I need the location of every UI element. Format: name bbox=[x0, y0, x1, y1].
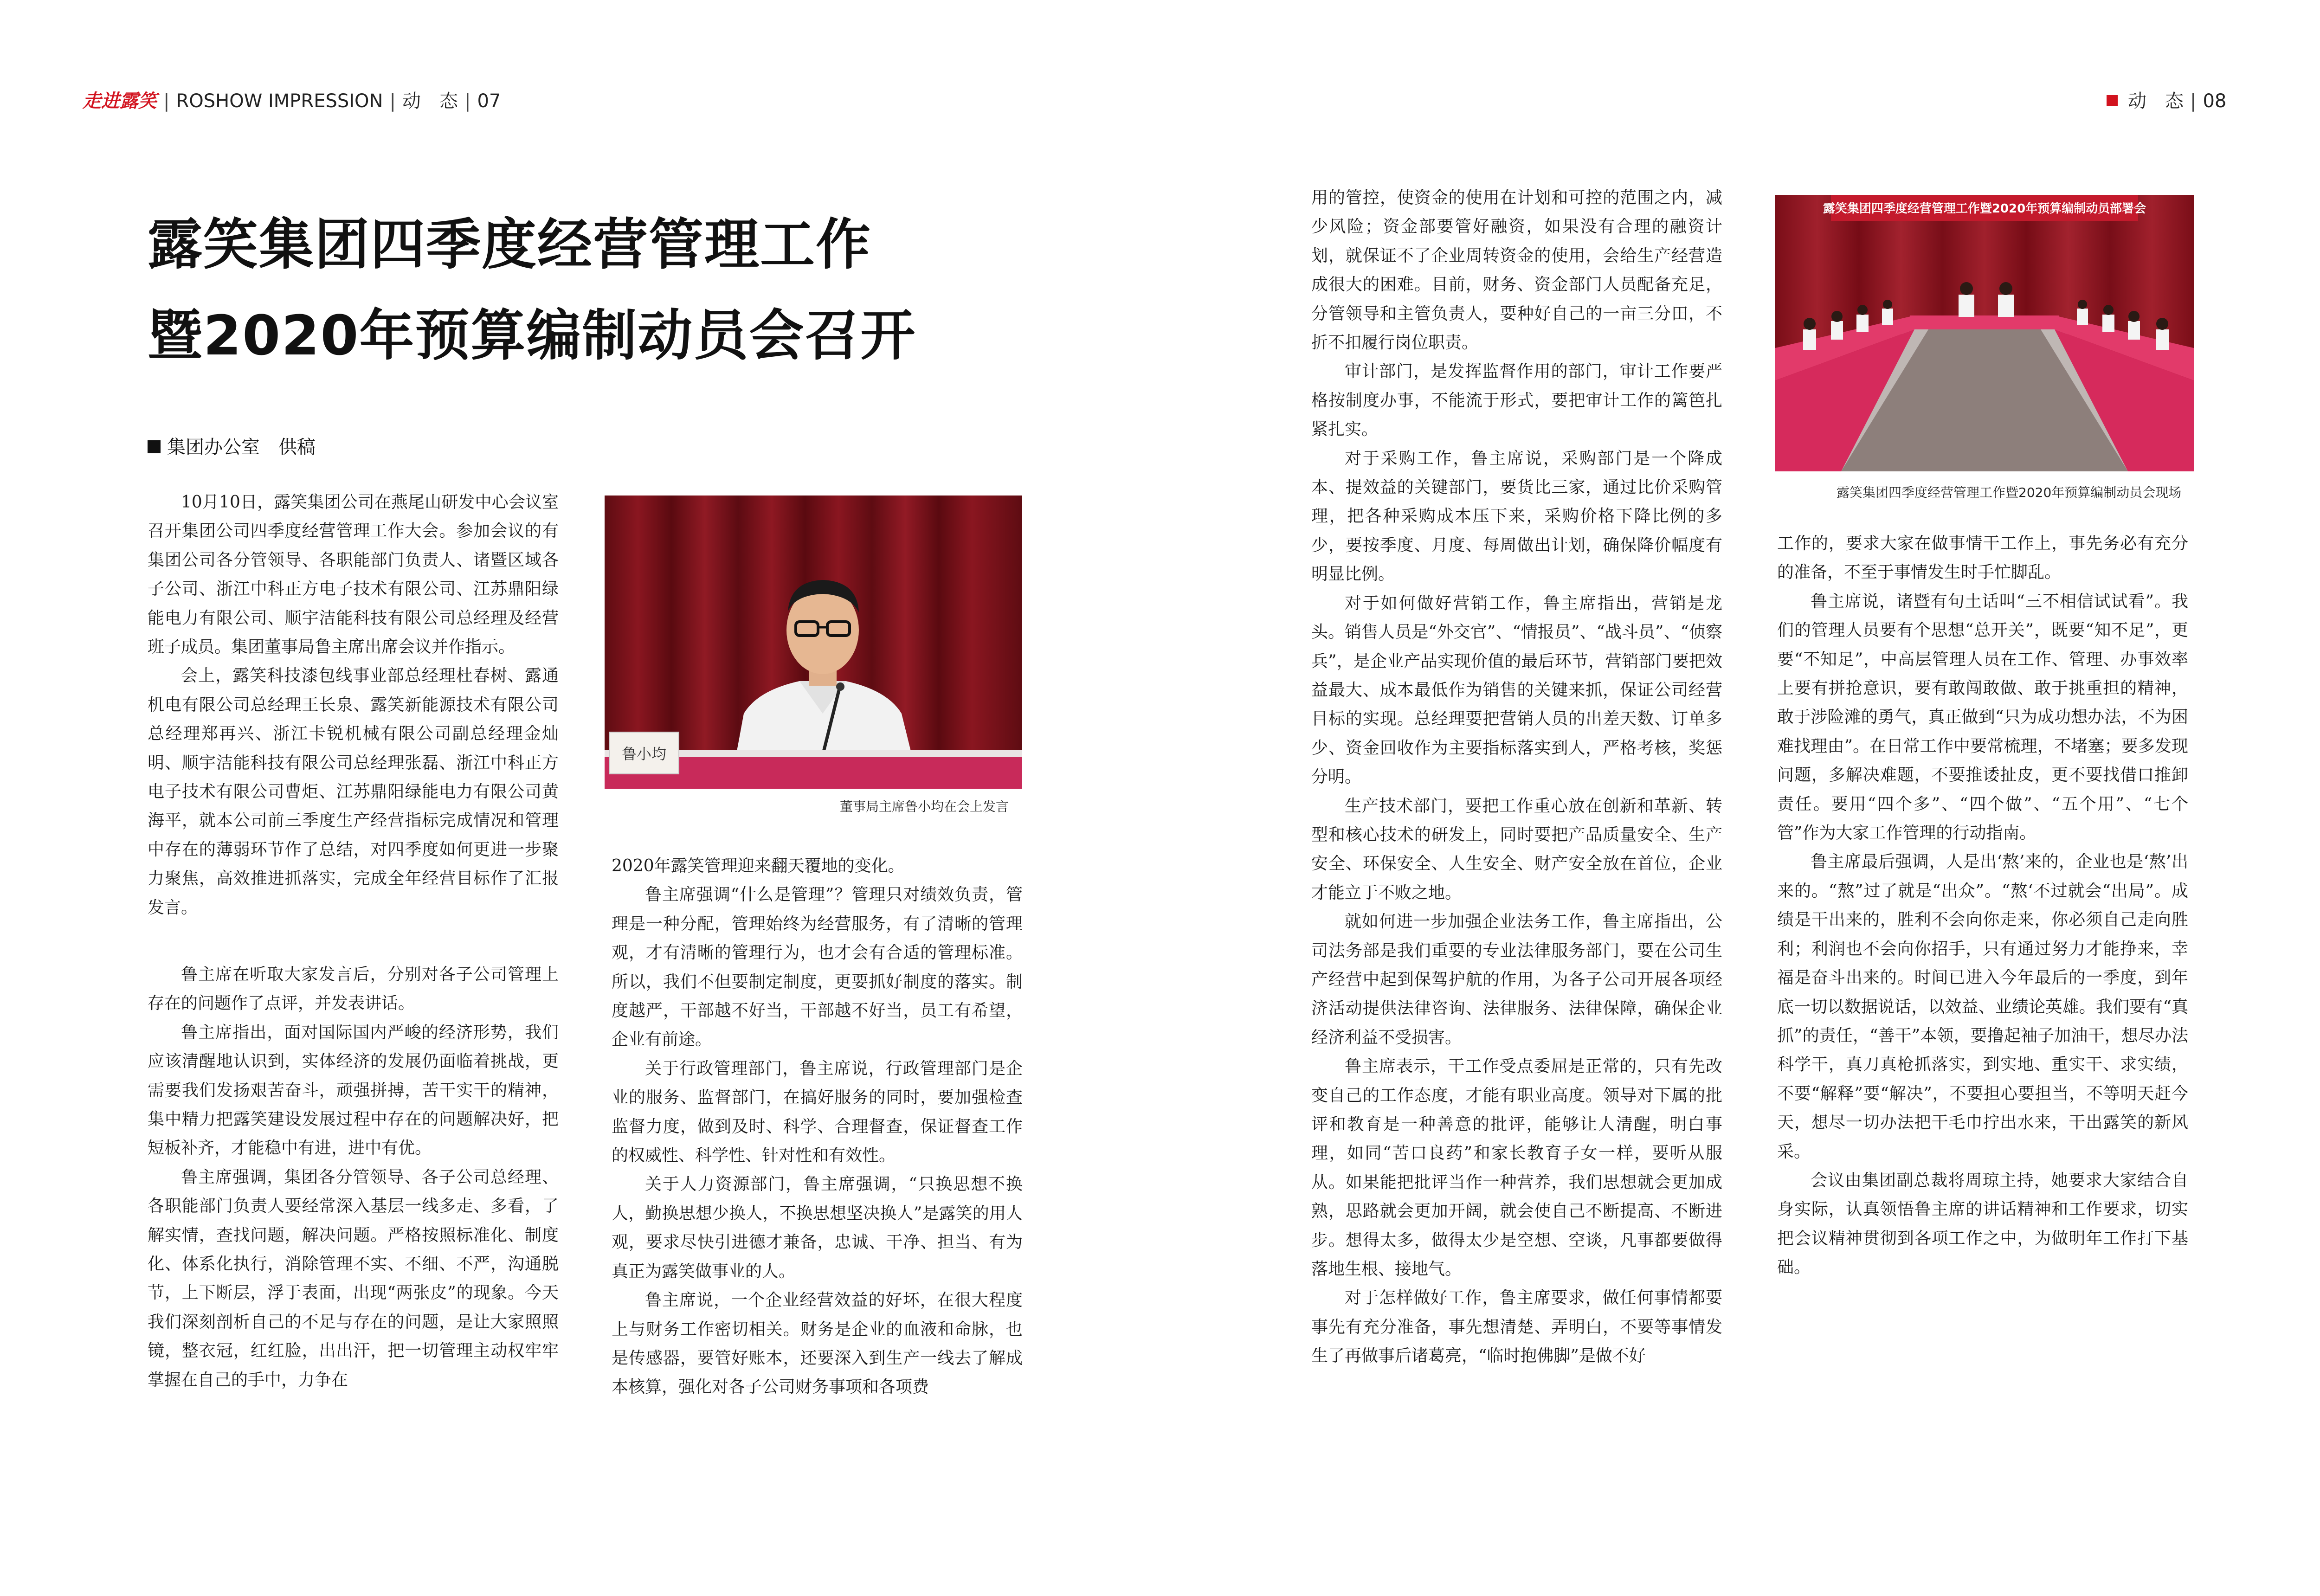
paragraph: 关于行政管理部门，鲁主席说，行政管理部门是企业的服务、监督部门，在搞好服务的同时，要加强检查监督力度，做到及时、科学、合理督查，保证督查工作的权威性、科学性、针对性和有效性。 bbox=[612, 1059, 1023, 1165]
paragraph: 鲁主席强调，集团各分管领导、各子公司总经理、各职能部门负责人要经常深入基层一线多走、多看，了解实情，查找问题，解决问题。严格按照标准化、制度化、体系化执行，消除管理不实、不细、不严，沟通脱节，上下断层，浮于表面，出现“两张皮”的现象。今天我们深刻剖析自己的不足与存在的问题，是让大家照照镜，整衣冠，红红脸，出出汗，把一切管理主动权牢牢掌握在自己的手中，力争在 bbox=[148, 1167, 559, 1390]
meeting-banner-text: 露笑集团四季度经营管理工作暨2020年预算编制动员部署会 bbox=[1823, 202, 2146, 216]
column-4 bbox=[1777, 529, 2188, 1282]
black-square-icon bbox=[148, 440, 161, 453]
photo-speaker bbox=[605, 496, 1022, 789]
paragraph: 对于采购工作，鲁主席说，采购部门是一个降成本、提效益的关键部门，要货比三家，通过比价采购管理，把各种采购成本压下来，采购价格下降比例的多少，要按季度、月度、每周做出计划，确保降价幅度有明显比例。 bbox=[1311, 449, 1722, 584]
paragraph: 10月10日，露笑集团公司在燕尾山研发中心会议室召开集团公司四季度经营管理工作大会。参加会议的有集团公司各分管领导、各职能部门负责人、诸暨区域各子公司、浙江中科正方电子技术有限公司、江苏鼎阳绿能电力有限公司、顺宇洁能科技有限公司总经理及经营班子成员。集团董事局鲁主席出席会议并作指示。 bbox=[148, 493, 559, 657]
red-square-icon bbox=[2107, 95, 2118, 106]
article-title-line-1: 露笑集团四季度经营管理工作 bbox=[148, 212, 872, 277]
column-2 bbox=[612, 852, 1023, 1402]
paragraph: 鲁主席最后强调，人是出‘熬’来的，企业也是‘熬’出来的。“熬”过了就是“出众”。“熬‘不过就会“出局”。成绩是干出来的，胜利不会向你走来，你必须自己走向胜利；利润也不会向你招手，只有通过努力才能挣来，幸福是奋斗出来的。时间已进入今年最后的一季度，到年底一切以数据说话，以效益、业绩论英雄。我们要有“真抓”的责任，“善干”本领，要撸起袖子加油干，想尽办法科学干，真刀真枪抓落实，到实地、重实干、求实绩，不要“解释”要“解决”，不要担心要担当，不等明天赶今天，想尽一切办法把干毛巾拧出水来，干出露笑的新风采。 bbox=[1777, 852, 2188, 1161]
paragraph: 2020年露笑管理迎来翻天覆地的变化。 bbox=[612, 856, 905, 875]
magazine-brand: 走进露笑 bbox=[83, 90, 157, 112]
paragraph: 用的管控，使资金的使用在计划和可控的范围之内，减少风险；资金部要管好融资，如果没有合理的融资计划，就保证不了企业周转资金的使用，会给生产经营造成很大的困难。目前，财务、资金部门人员配备充足，分管领导和主管负责人，要种好自己的一亩三分田，不折不扣履行岗位职责。 bbox=[1311, 188, 1722, 353]
column-1-top bbox=[148, 488, 559, 922]
paragraph: 鲁主席强调“什么是管理”？管理只对绩效负责，管理是一种分配，管理始终为经营服务，有了清晰的管理观，才有清晰的管理行为，也才会有合适的管理标准。所以，我们不但要制定制度，更要抓好制度的落实。制度越严，干部越不好当，干部越不好当，员工有希望，企业有前途。 bbox=[612, 885, 1023, 1049]
caption-speaker: 董事局主席鲁小均在会上发言 bbox=[840, 799, 1009, 814]
paragraph: 鲁主席指出，面对国际国内严峻的经济形势，我们应该清醒地认识到，实体经济的发展仍面临着挑战，更需要我们发扬艰苦奋斗，顽强拼搏，苦干实干的精神，集中精力把露笑建设发展过程中存在的问题解决好，把短板补齐，才能稳中有进，进中有优。 bbox=[148, 1023, 559, 1158]
paragraph: 工作的，要求大家在做事情干工作上，事先务必有充分的准备，不至于事情发生时手忙脚乱。 bbox=[1777, 534, 2188, 582]
magazine-name-en: ROSHOW IMPRESSION bbox=[176, 90, 383, 112]
section-name-right: 动 态 bbox=[2128, 90, 2184, 112]
photo-meeting bbox=[1775, 195, 2194, 471]
caption-meeting: 露笑集团四季度经营管理工作暨2020年预算编制动员会现场 bbox=[1837, 485, 2182, 500]
paragraph: 就如何进一步加强企业法务工作，鲁主席指出，公司法务部是我们重要的专业法律服务部门，要在公司生产经营中起到保驾护航的作用，为各子公司开展各项经济活动提供法律咨询、法律服务、法律保障，确保企业经济利益不受损害。 bbox=[1311, 912, 1722, 1047]
paragraph: 生产技术部门，要把工作重心放在创新和革新、转型和核心技术的研发上，同时要把产品质量安全、生产安全、环保安全、人生安全、财产安全放在首位，企业才能立于不败之地。 bbox=[1311, 796, 1722, 902]
running-header-left: 走进露笑 | ROSHOW IMPRESSION | 动 态 | 07 bbox=[83, 90, 501, 112]
paragraph: 审计部门，是发挥监督作用的部门，审计工作要严格按制度办事，不能流于形式，要把审计工作的篱笆扎紧扎实。 bbox=[1311, 362, 1722, 439]
byline bbox=[148, 432, 316, 459]
page-number-right: 08 bbox=[2203, 90, 2227, 112]
paragraph: 会上，露笑科技漆包线事业部总经理杜春树、露通机电有限公司总经理王长泉、露笑新能源技术有限公司总经理郑再兴、浙江卡锐机械有限公司副总经理金灿明、顺宇洁能科技有限公司总经理张磊、浙江中科正方电子技术有限公司曹炬、江苏鼎阳绿能电力有限公司黄海平，就本公司前三季度生产经营指标完成情况和管理中存在的薄弱环节作了总结，对四季度如何更进一步聚力聚焦，高效推进抓落实，完成全年经营目标作了汇报发言。 bbox=[148, 666, 559, 917]
article-title-line-2: 暨2020年预算编制动员会召开 bbox=[148, 303, 916, 367]
paragraph: 对于怎样做好工作，鲁主席要求，做任何事情都要事先有充分准备，事先想清楚、弄明白，不要等事情发生了再做事后诸葛亮，“临时抱佛脚”是做不好 bbox=[1311, 1288, 1722, 1366]
paragraph: 对于如何做好营销工作，鲁主席指出，营销是龙头。销售人员是“外交官”、“情报员”、“战斗员”、“侦察兵”，是企业产品实现价值的最后环节，营销部门要把效益最大、成本最低作为销售的关键来抓，保证公司经营目标的实现。总经理要把营销人员的出差天数、订单多少、资金回收作为主要指标落实到人，严格考核，奖惩分明。 bbox=[1311, 593, 1722, 787]
paragraph: 关于人力资源部门，鲁主席强调，“只换思想不换人，勤换思想少换人，不换思想坚决换人”是露笑的用人观，要求尽快引进德才兼备，忠诚、干净、担当、有为真正为露笑做事业的人。 bbox=[612, 1175, 1023, 1281]
column-1-bottom bbox=[148, 960, 559, 1395]
section-name-left: 动 态 bbox=[402, 90, 458, 112]
paragraph: 鲁主席说，诸暨有句土话叫“三不相信试试看”。我们的管理人员要有个思想“总开关”，既要“知不足”，更要“不知足”，中高层管理人员在工作、管理、办事效率上要有拼抢意识，要有敢闯敢做、敢于挑重担的精神，敢于涉险滩的勇气，真正做到“只为成功想办法，不为困难找理由”。在日常工作中要常梳理，不堵塞；要多发现问题，多解决难题，不要推诿扯皮，更不要找借口推卸责任。要用“四个多”、“四个做”、“五个用”、“七个管”作为大家工作管理的行动指南。 bbox=[1777, 592, 2188, 843]
nameplate-text: 鲁小均 bbox=[621, 745, 667, 763]
paragraph: 会议由集团副总裁将周琼主持，她要求大家结合自身实际，认真领悟鲁主席的讲话精神和工作要求，切实把会议精神贯彻到各项工作之中，为做明年工作打下基础。 bbox=[1777, 1171, 2188, 1277]
paragraph: 鲁主席说，一个企业经营效益的好坏，在很大程度上与财务工作密切相关。财务是企业的血液和命脉，也是传感器，要管好账本，还要深入到生产一线去了解成本核算，强化对各子公司财务事项和各项费 bbox=[612, 1291, 1023, 1397]
column-3 bbox=[1311, 184, 1722, 1371]
page-number-left: 07 bbox=[477, 90, 501, 112]
paragraph: 鲁主席表示，干工作受点委屈是正常的，只有先改变自己的工作态度，才能有职业高度。领导对下属的批评和教育是一种善意的批评，能够让人清醒，明白事理，如同“苦口良药”和家长教育子女一样，要听从服从。如果能把批评当作一种营养，我们思想就会更加成熟，思路就会更加开阔，就会使自己不断提高、不断进步。想得太多，做得太少是空想、空谈，凡事都要做得落地生根、接地气。 bbox=[1311, 1057, 1722, 1279]
paragraph: 鲁主席在听取大家发言后，分别对各子公司管理上存在的问题作了点评，并发表讲话。 bbox=[148, 965, 559, 1013]
byline-text: 集团办公室 供稿 bbox=[167, 437, 316, 458]
running-header-right: 动 态 | 08 bbox=[2107, 86, 2226, 113]
